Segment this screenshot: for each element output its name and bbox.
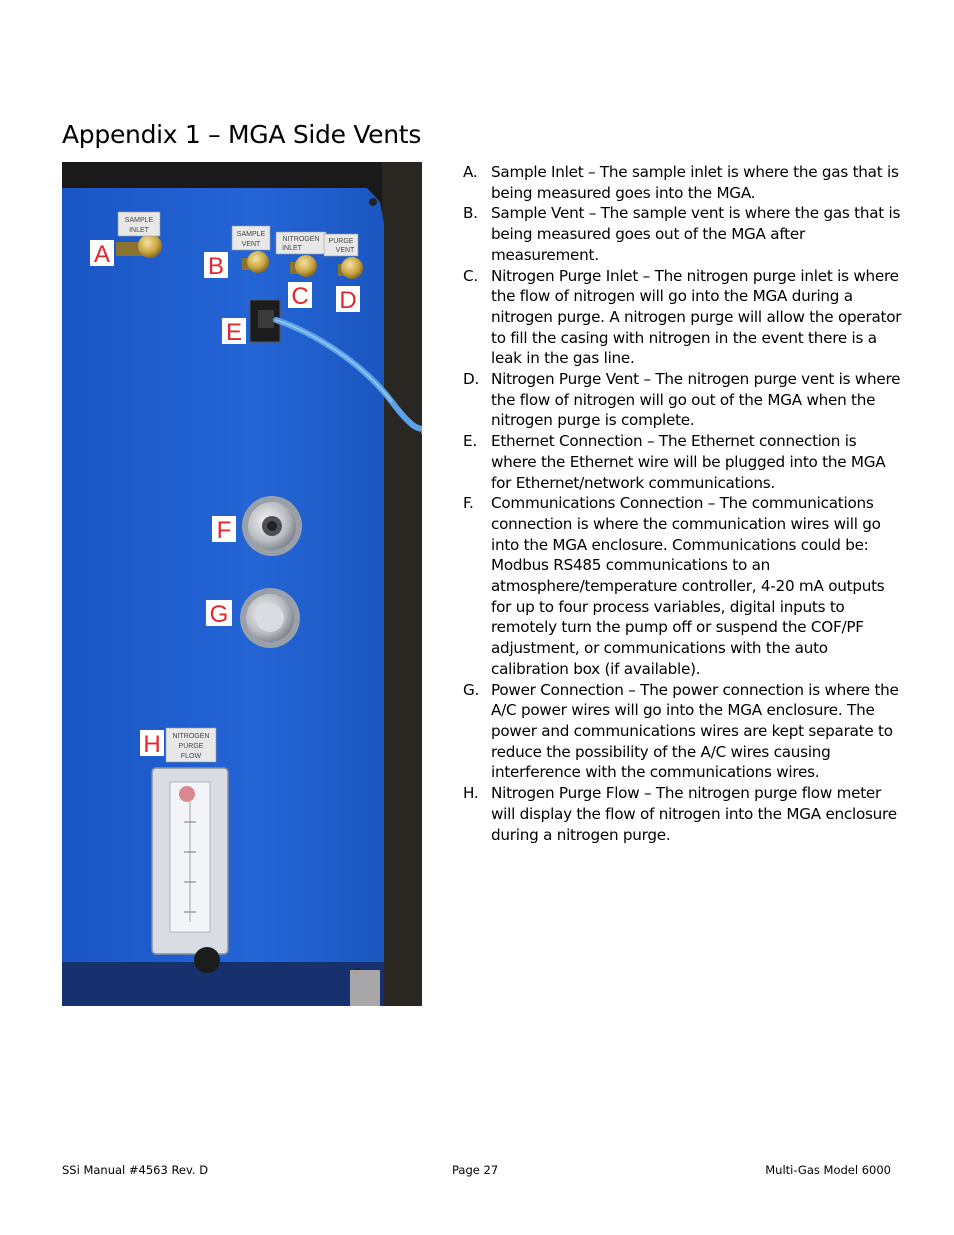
list-item: D. Nitrogen Purge Vent – The nitrogen purge vent is where the flow of nitrogen will go out of the MGA when the nitrogen purge is complete.: [463, 370, 901, 430]
svg-text:A: A: [93, 241, 111, 268]
label-c: [288, 282, 312, 310]
list-item: B. Sample Vent – The sample vent is where the gas that is being measured goes out of the MGA after measurement.: [463, 204, 901, 264]
tag-sample-inlet: [118, 212, 160, 236]
power-connection-gland: [240, 588, 300, 648]
svg-text:D: D: [339, 287, 357, 314]
svg-text:INLET: INLET: [129, 227, 149, 234]
svg-text:NITROGEN: NITROGEN: [282, 236, 320, 243]
svg-text:F: F: [216, 517, 232, 544]
tag-purge-vent: [324, 234, 358, 256]
flow-meter: [152, 768, 228, 973]
label-b: [204, 252, 228, 280]
label-h: [140, 730, 164, 758]
svg-text:PURGE: PURGE: [328, 238, 354, 245]
svg-text:C: C: [291, 283, 309, 310]
page-title: Appendix 1 – MGA Side Vents: [62, 120, 422, 149]
list-item: G. Power Connection – The power connection is where the A/C power wires will go into the MGA enclosure. The power and communications wires are kept separate to reduce the possibility of the A/C wires causing interference with the communications wires.: [463, 680, 899, 782]
list-item: A. Sample Inlet – The sample inlet is where the gas that is being measured goes into the MGA.: [463, 163, 899, 202]
svg-text:FLOW: FLOW: [180, 753, 202, 760]
svg-text:G: G: [209, 601, 229, 628]
tag-nitrogen-purge-flow: [166, 728, 216, 762]
tag-nitrogen-inlet: [276, 232, 326, 254]
svg-text:NITROGEN: NITROGEN: [172, 733, 210, 740]
svg-text:VENT: VENT: [241, 241, 261, 248]
label-a: [90, 240, 114, 268]
vent-description-list: [463, 162, 903, 845]
list-item: H. Nitrogen Purge Flow – The nitrogen purge flow meter will display the flow of nitrogen into the MGA enclosure during a nitrogen purge.: [463, 784, 897, 844]
footer-manual-id: SSi Manual #4563 Rev. D: [62, 1163, 209, 1177]
svg-text:PURGE: PURGE: [178, 743, 204, 750]
label-g: [206, 600, 232, 628]
footer-page-number: Page 27: [452, 1163, 499, 1177]
label-d: [336, 286, 360, 314]
label-f: [212, 516, 236, 544]
mga-side-vents-photo: [62, 162, 422, 1006]
list-item: F. Communications Connection – The communications connection is where the communication wires will go into the MGA enclosure. Communications could be: Modbus RS485 communications to an atmosphere/temperature controller, 4-20 mA outputs for up to four process variables, digital inputs to remotely turn the pump off or suspend the COF/PF adjustment, or communications with the auto calibration box (if available).: [463, 494, 885, 678]
svg-text:SAMPLE: SAMPLE: [124, 217, 154, 224]
label-e: [222, 318, 246, 346]
tag-sample-vent: [232, 226, 270, 250]
svg-text:INLET: INLET: [282, 245, 302, 252]
list-item: C. Nitrogen Purge Inlet – The nitrogen purge inlet is where the flow of nitrogen will go into the MGA during a nitrogen purge. A nitrogen purge will allow the operator to fill the casing with nitrogen in the event there is a leak in the gas line.: [463, 266, 902, 368]
svg-text:E: E: [225, 319, 243, 346]
footer-model: Multi-Gas Model 6000: [765, 1163, 891, 1177]
svg-text:SAMPLE: SAMPLE: [236, 231, 266, 238]
svg-text:B: B: [207, 253, 225, 280]
list-item: E. Ethernet Connection – The Ethernet connection is where the Ethernet wire will be plugged into the MGA for Ethernet/network communications.: [463, 432, 886, 492]
svg-text:VENT: VENT: [335, 247, 355, 254]
communications-connection-gland: [242, 496, 302, 556]
svg-text:H: H: [143, 731, 161, 758]
